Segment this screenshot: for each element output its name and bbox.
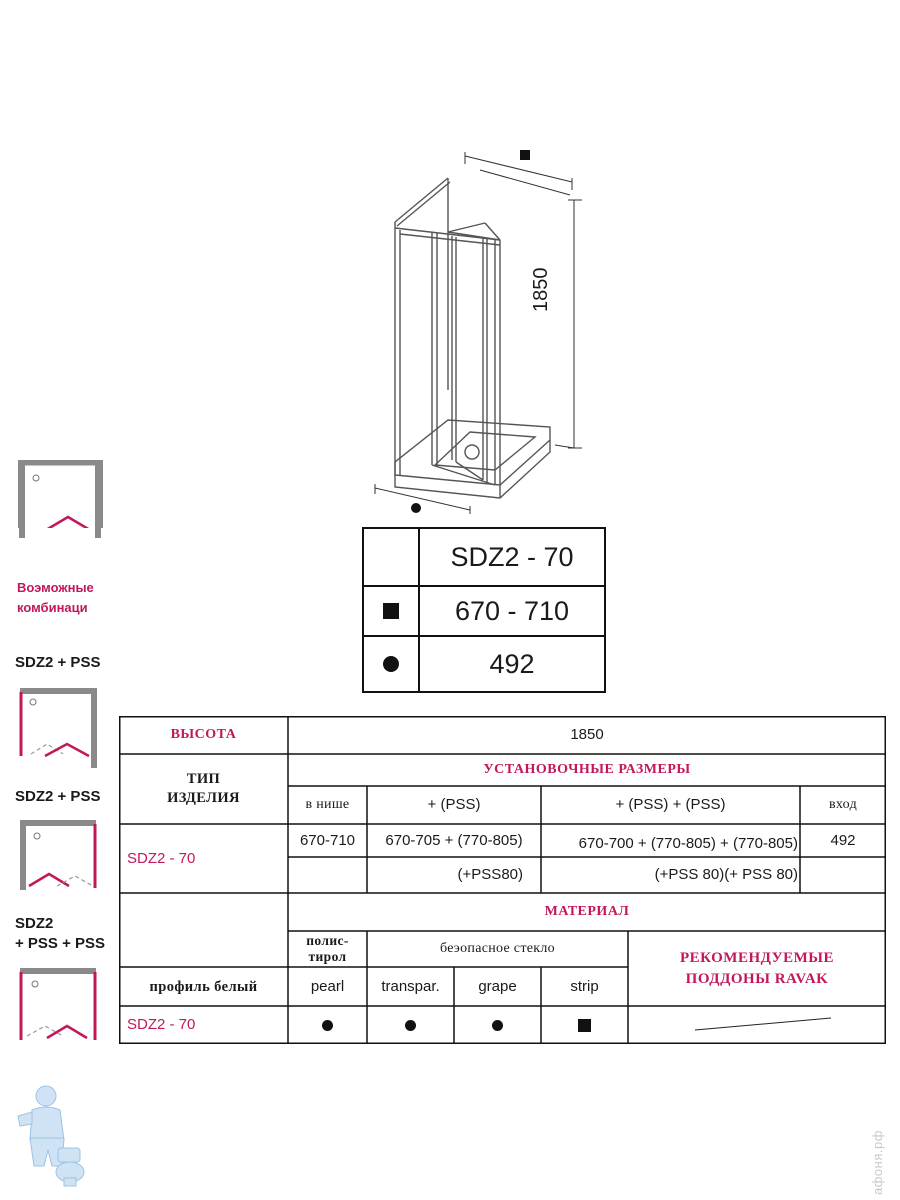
combo-plan-icon (17, 686, 101, 772)
entry-marker-circle-icon (411, 503, 421, 513)
product-type-label: ТИП ИЗДЕЛИЯ (167, 771, 240, 806)
square-icon (578, 1019, 591, 1032)
col-entry: вход (829, 797, 857, 812)
shower-enclosure-diagram (360, 140, 600, 520)
plan-view-icon (18, 460, 104, 546)
circle-icon (383, 656, 399, 672)
height-value: 1850 (570, 726, 604, 743)
col-pss-pss: + (PSS) + (PSS) (615, 796, 726, 813)
material-row-model: SDZ2 - 70 (127, 1016, 196, 1033)
material-transpar: transpar. (381, 977, 440, 995)
combo-label-3: SDZ2 + PSS + PSS (15, 915, 106, 952)
combinations-title: Воэможные комбинаци (17, 580, 94, 615)
cell-pss-note: (+PSS80) (457, 866, 523, 883)
square-icon (383, 603, 399, 619)
watermark: афоня.рф (870, 1130, 885, 1195)
safety-glass-label: беэопасное стекло (440, 941, 555, 956)
cell-niche: 670-710 (299, 831, 356, 849)
install-sizes-label: УСТАНОВОЧНЫЕ РАЗМЕРЫ (483, 762, 691, 777)
col-niche: в нише (305, 797, 350, 812)
cell-pss-pss: 670-700 + (770-805) + (770-805) (578, 834, 798, 852)
height-label: ВЫСОТА (170, 727, 237, 742)
material-grape: grape (478, 977, 517, 995)
material-pearl: pearl (310, 977, 345, 995)
height-dimension-label: 1850 (530, 267, 552, 312)
spec-table (119, 716, 886, 1044)
material-strip: strip (570, 977, 599, 995)
polystyrene-label: полис- тирол (306, 933, 349, 964)
cell-entry: 492 (830, 831, 856, 849)
circle-icon (405, 1020, 416, 1031)
combo-label-2: SDZ2 + PSS (15, 788, 101, 805)
empty-symbol-cell (364, 529, 420, 585)
combo-plan-icon (17, 966, 101, 1046)
row-model: SDZ2 - 70 (127, 849, 196, 867)
combo-plan-icon (17, 818, 101, 894)
model-name: SDZ2 - 70 (450, 541, 574, 572)
combo-label-1: SDZ2 + PSS (15, 654, 101, 671)
plumber-mascot-logo (10, 1080, 88, 1190)
entry-width: 492 (489, 648, 535, 679)
cell-pss-pss-note: (+PSS 80)(+ PSS 80) (654, 866, 798, 883)
cell-pss: 670-705 + (770-805) (385, 831, 523, 849)
profile-label: профиль белый (149, 978, 258, 995)
dimension-table (362, 527, 606, 693)
width-range: 670 - 710 (454, 595, 570, 626)
width-marker-square-icon (520, 150, 530, 160)
circle-icon (492, 1020, 503, 1031)
circle-icon (322, 1020, 333, 1031)
recommended-trays-label: РЕКОМЕНДУЕМЫЕ ПОДДОНЫ RAVAK (679, 949, 835, 987)
col-pss: + (PSS) (427, 796, 481, 813)
material-label: МАТЕРИАЛ (544, 904, 630, 919)
